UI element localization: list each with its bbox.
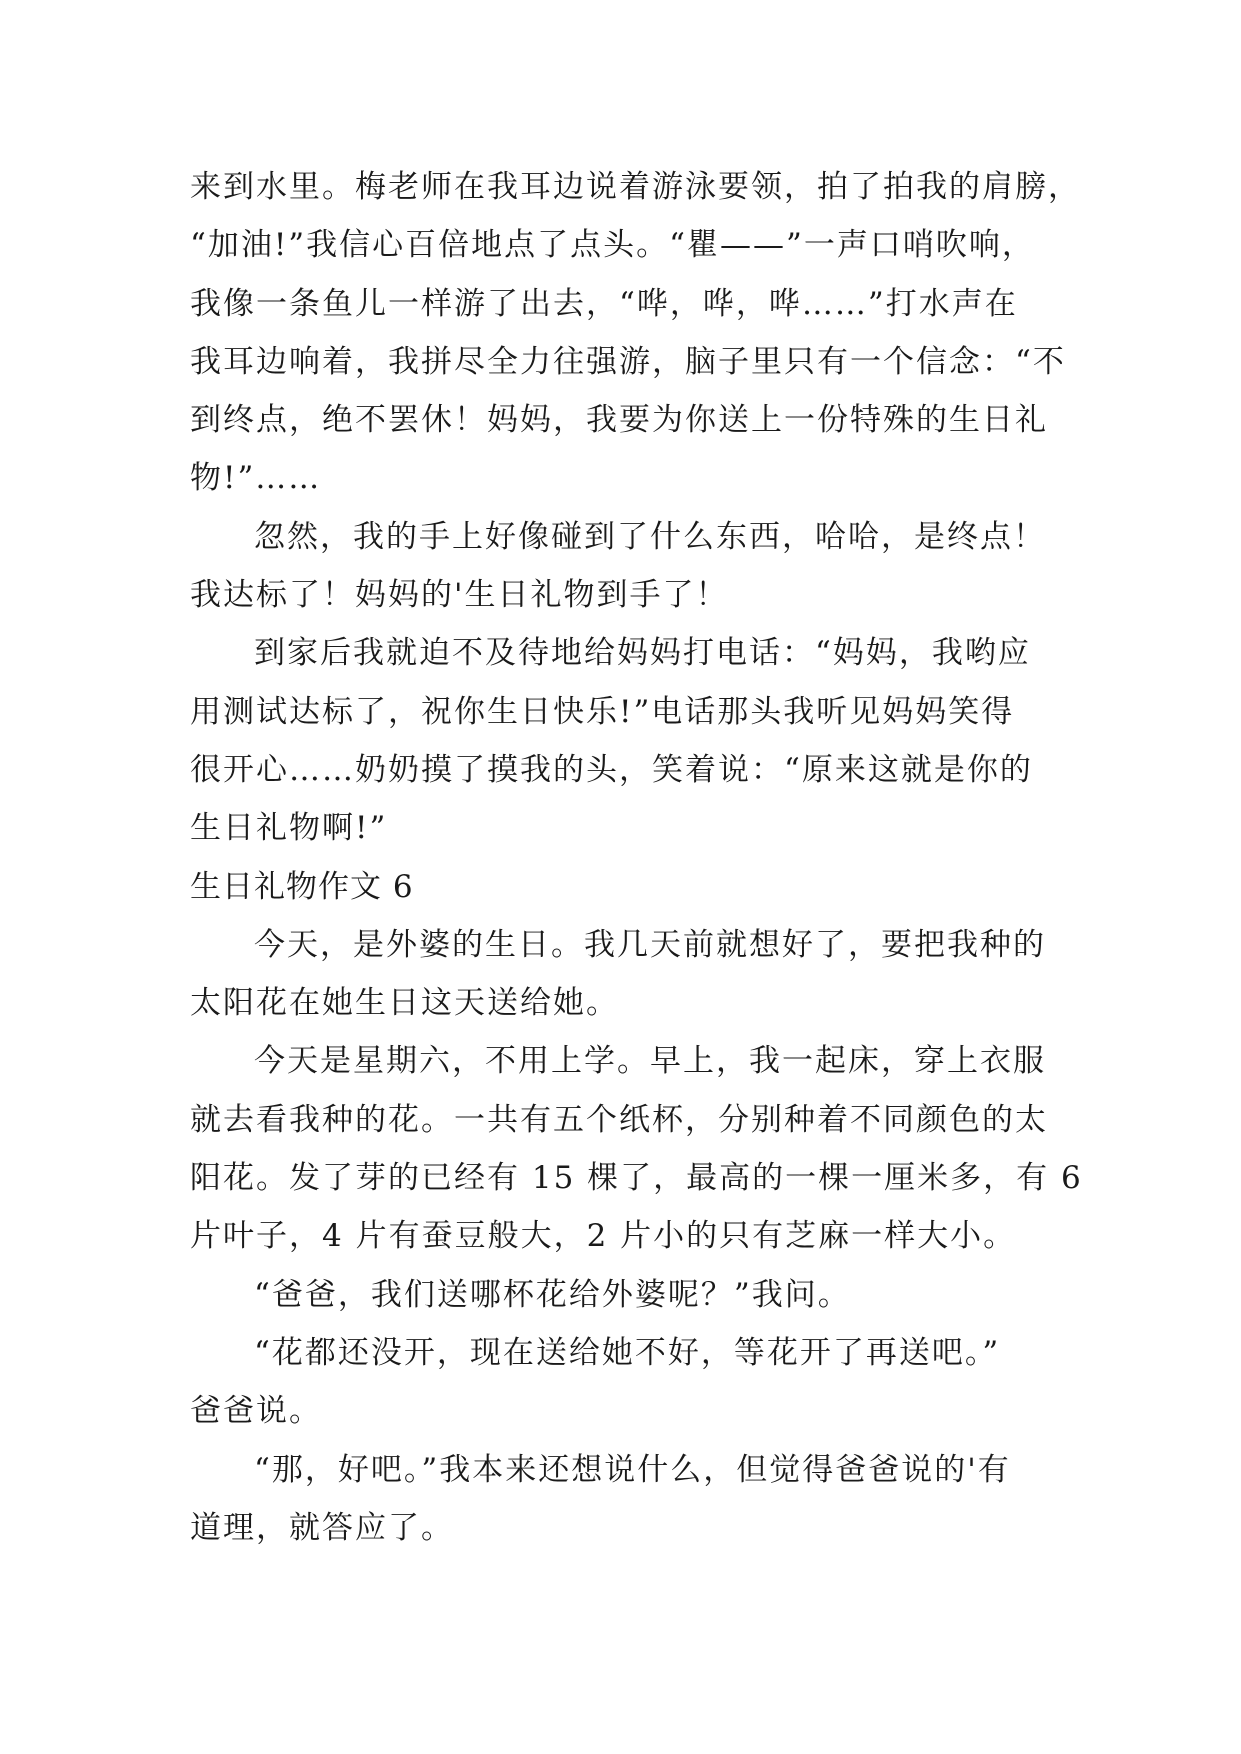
text-line: 很开心……奶奶摸了摸我的头，笑着说：“原来这就是你的: [190, 751, 1033, 788]
text-line: 到终点，绝不罢休！妈妈，我要为你送上一份特殊的生日礼: [190, 402, 1048, 439]
text-line: 来到水里。梅老师在我耳边说着游泳要领，拍了拍我的肩膀，: [190, 169, 1081, 205]
text-line: 爸爸说。: [190, 1393, 322, 1430]
document-page: [190, 158, 1083, 1557]
paragraph-first-line: 今天，是外婆的生日。我几天前就想好了，要把我种的: [254, 926, 1046, 963]
paragraph-first-line: “爸爸，我们送哪杯花给外婆呢？”我问。: [254, 1276, 851, 1313]
text-line: 生日礼物啊!”: [190, 810, 388, 847]
paragraph-first-line: 忽然，我的手上好像碰到了什么东西，哈哈，是终点！: [254, 518, 1046, 555]
paragraph-first-line: 到家后我就迫不及待地给妈妈打电话：“妈妈，我哟应: [254, 635, 1031, 672]
text-line: 太阳花在她生日这天送给她。: [190, 985, 619, 1022]
text-line: 片叶子，4 片有蚕豆般大，2 片小的只有芝麻一样大小。: [190, 1218, 1017, 1255]
text-line: 道理，就答应了。: [190, 1509, 454, 1546]
text-line: 我达标了！妈妈的'生日礼物到手了！: [190, 577, 729, 614]
paragraph-first-line: 今天是星期六，不用上学。早上，我一起床，穿上衣服: [254, 1043, 1046, 1080]
paragraph-first-line: “花都还没开，现在送给她不好，等花开了再送吧。”: [254, 1334, 1001, 1371]
paragraph-first-line: “那，好吧。”我本来还想说什么，但觉得爸爸说的'有: [254, 1451, 1011, 1488]
text-line: 就去看我种的花。一共有五个纸杯，分别种着不同颜色的太: [190, 1101, 1048, 1138]
text-line: 我耳边响着，我拼尽全力往强游，脑子里只有一个信念：“不: [190, 343, 1066, 380]
text-line: 阳花。发了芽的已经有 15 棵了，最高的一棵一厘米多，有 6: [190, 1160, 1083, 1197]
text-line: “加油!”我信心百倍地点了点头。“瞿——”一声口哨吹响，: [190, 227, 1035, 264]
text-line: 用测试达标了，祝你生日快乐!”电话那头我听见妈妈笑得: [190, 693, 1015, 730]
section-heading: 生日礼物作文 6: [190, 868, 414, 905]
text-line: 我像一条鱼儿一样游了出去，“哗，哗，哗……”打水声在: [190, 285, 1018, 322]
text-line: 物!”……: [190, 460, 322, 497]
